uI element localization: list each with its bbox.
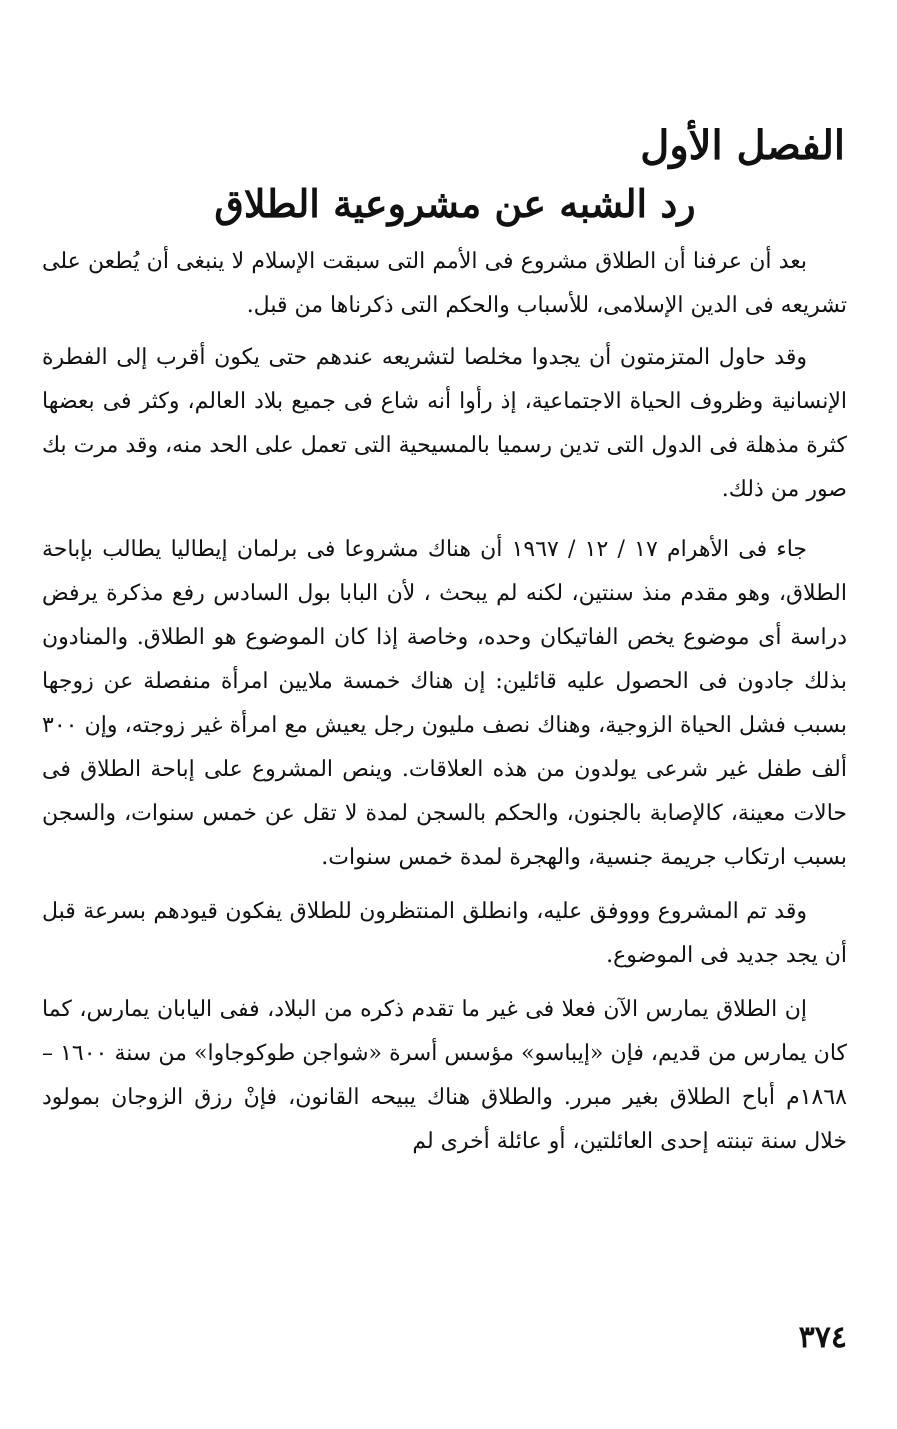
page-number: ٣٧٤	[798, 1320, 847, 1355]
chapter-title: الفصل الأول	[640, 122, 845, 169]
paragraph: جاء فى الأهرام ١٧ / ١٢ / ١٩٦٧ أن هناك مشروعا فى برلمان إيطاليا يطالب بإباحة الطلاق، وهو مقدم منذ سنتين، لكنه لم يبحث ، لأن البابا بول السادس رفع مذكرة يرفض دراسة أى موضوع يخص الفاتيكان وحده، وخاصة إذا كان الموضوع هو الطلاق. والمنادون بذلك جادون فى الحصول عليه قائلين: إن هناك خمسة ملايين امرأة منفصلة عن زوجها بسبب فشل الحياة الزوجية، وهناك نصف مليون رجل يعيش مع امرأة غير زوجته، وإن ٣٠٠ ألف طفل غير شرعى يولدون من هذه العلاقات. وينص المشروع على إباحة الطلاق فى حالات معينة، كالإصابة بالجنون، والحكم بالسجن لمدة لا تقل عن خمس سنوات، والسجن بسبب ارتكاب جريمة جنسية، والهجرة لمدة خمس سنوات.	[42, 537, 847, 870]
paragraph: وقد حاول المتزمتون أن يجدوا مخلصا لتشريعه عندهم حتى يكون أقرب إلى الفطرة الإنسانية وظروف الحياة الاجتماعية، إذ رأوا أنه شاع فى جميع بلاد العالم، وكثر فى بعضها كثرة مذهلة فى الدول التى تدين رسميا بالمسيحية التى تعمل على الحد منه، وقد مرت بك صور من ذلك.	[42, 345, 847, 502]
paragraph: وقد تم المشروع وووفق عليه، وانطلق المنتظرون للطلاق يفكون قيودهم بسرعة قبل أن يجد جديد فى الموضوع.	[42, 899, 847, 968]
section-title: رد الشبه عن مشروعية الطلاق	[214, 181, 696, 226]
paragraph: بعد أن عرفنا أن الطلاق مشروع فى الأمم التى سبقت الإسلام لا ينبغى أن يُطعن على تشريعه فى الدين الإسلامى، للأسباب والحكم التى ذكرناها من قبل.	[42, 249, 847, 318]
page-body	[42, 240, 847, 1164]
paragraph: إن الطلاق يمارس الآن فعلا فى غير ما تقدم ذكره من البلاد، ففى اليابان يمارس، كما كان يمارس من قديم، فإن «إيباسو» مؤسس أسرة «شواجن طوكوجاوا» من سنة ١٦٠٠ – ١٨٦٨م أباح الطلاق بغير مبرر. والطلاق هناك يبيحه القانون، فإنْ رزق الزوجان بمولود خلال سنة تبنته إحدى العائلتين، أو عائلة أخرى لم	[42, 997, 847, 1154]
